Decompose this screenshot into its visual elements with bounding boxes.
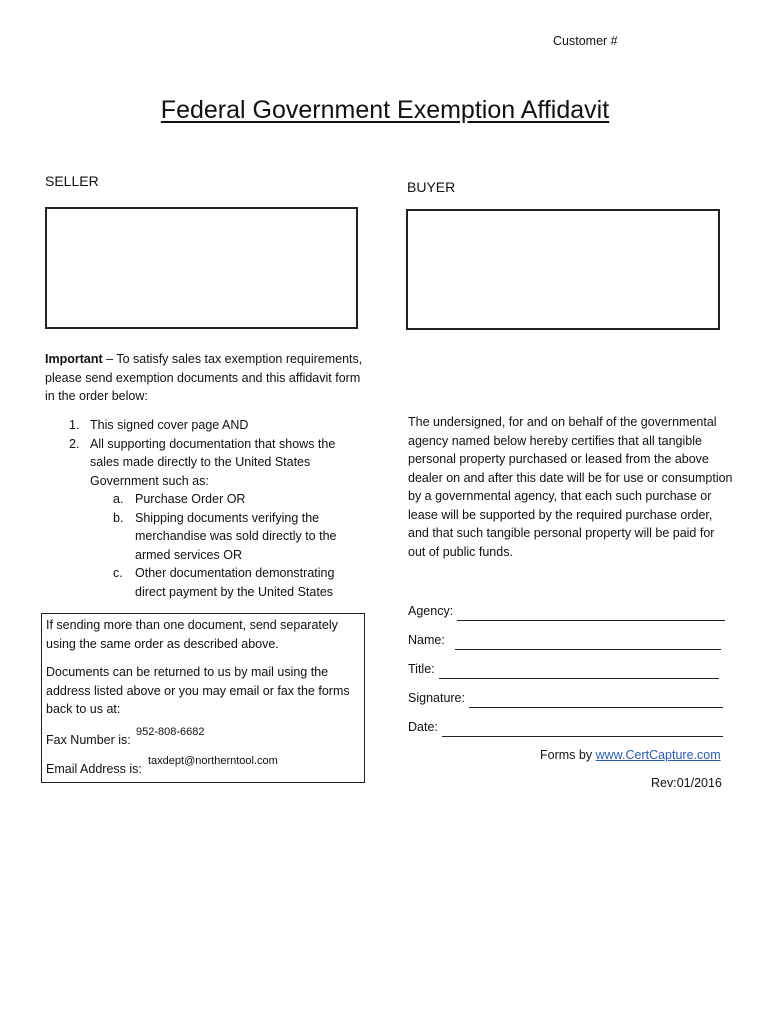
seller-label: SELLER <box>45 173 99 189</box>
forms-by-label: Forms by <box>540 748 593 762</box>
steps-list <box>45 416 365 601</box>
revision-label: Rev:01/2016 <box>651 776 722 790</box>
title-field[interactable] <box>439 664 719 679</box>
list-item <box>45 509 365 565</box>
list-item-number: c. <box>113 566 123 580</box>
title-label: Title: <box>408 662 435 676</box>
signature-row <box>408 689 723 708</box>
list-item <box>45 435 365 491</box>
important-instructions <box>45 350 365 406</box>
list-item <box>45 564 365 601</box>
page-title: Federal Government Exemption Affidavit <box>160 96 610 124</box>
email-label: Email Address is: <box>46 762 142 776</box>
list-item-text: This signed cover page AND <box>90 418 249 432</box>
signature-label: Signature: <box>408 691 465 705</box>
list-item-number: 2. <box>69 436 80 451</box>
list-item-text: Other documentation demonstrating direct payment by the United States <box>135 566 335 599</box>
email-address-field[interactable]: taxdept@northerntool.com <box>148 755 278 767</box>
list-item-text: All supporting documentation that shows the sales made directly to the United States Government such as: <box>90 436 336 488</box>
date-label: Date: <box>408 720 438 734</box>
agency-field[interactable] <box>457 606 725 621</box>
list-item <box>45 416 365 435</box>
title-row <box>408 660 719 679</box>
agency-row <box>408 602 725 621</box>
date-row <box>408 718 723 737</box>
buyer-label: BUYER <box>407 179 456 195</box>
date-field[interactable] <box>442 722 723 737</box>
list-item-text: Shipping documents verifying the merchandise was sold directly to the armed services OR <box>135 510 337 562</box>
agency-label: Agency: <box>408 604 454 618</box>
list-item <box>45 490 365 509</box>
name-label: Name: <box>408 633 445 647</box>
return-documents-note: Documents can be returned to us by mail using the address listed above or you may email or fax the forms back to us at: <box>46 665 350 716</box>
name-field[interactable] <box>455 635 721 650</box>
list-item-number: 1. <box>69 418 80 432</box>
important-heading: Important <box>45 352 103 366</box>
fax-label: Fax Number is: <box>46 733 131 747</box>
multiple-documents-note: If sending more than one document, send separately using the same order as described above. <box>46 618 338 651</box>
list-item-text: Purchase Order OR <box>135 492 246 506</box>
certification-statement: The undersigned, for and on behalf of the governmental agency named below hereby certifies that all tangible personal property purchased or leased from the above dealer on and after this date will be for use or consumption by a governmental agency, that each such purchase or lease will be supported by the required purchase order, and that such tangible personal property will be paid for out of public funds. <box>408 415 733 559</box>
name-row <box>408 631 721 650</box>
list-item-number: b. <box>113 510 124 525</box>
important-text: – To satisfy sales tax exemption requirements, please send exemption documents and this affidavit form in the order below: <box>45 352 363 403</box>
signature-field[interactable] <box>469 693 723 708</box>
customer-number-label: Customer # <box>553 34 618 48</box>
forms-by-credit <box>540 748 721 762</box>
contact-notes-box <box>41 613 365 783</box>
certcapture-link[interactable]: www.CertCapture.com <box>595 748 721 762</box>
buyer-address-box[interactable] <box>406 209 720 330</box>
list-item-number: a. <box>113 492 124 506</box>
seller-address-box[interactable] <box>45 207 358 329</box>
fax-number-field[interactable]: 952-808-6682 <box>136 726 205 738</box>
